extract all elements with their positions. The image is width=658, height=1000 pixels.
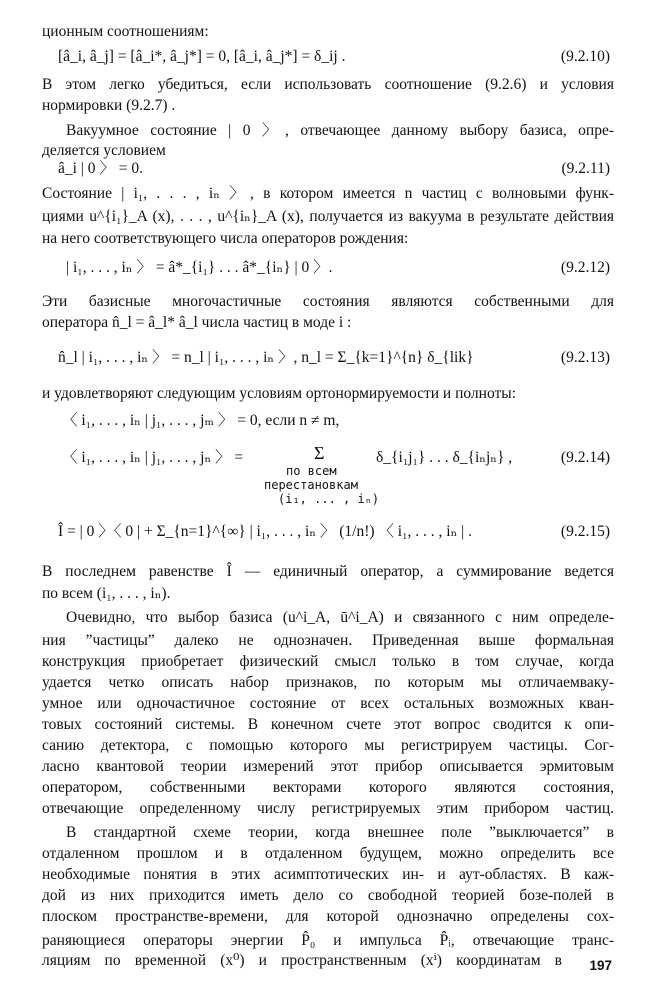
text-line: умное или одночастичное состояние от всех остальных возможных кван-	[42, 695, 614, 712]
text-line: ляциям по временной (x⁰) и пространственным (xⁱ) координатам в	[42, 952, 562, 969]
equation-number: (9.2.15)	[560, 523, 610, 540]
equation-9-2-13: n̂_l | i₁, . . . , iₙ 〉 = n_l | i₁, . . . , iₙ 〉, n_l = Σ_{k=1}^{n} δ_{lik}	[58, 349, 474, 366]
text-line: санию детектора, с помощью которого мы регистрируем частицы. Сог-	[42, 737, 614, 754]
sum-symbol: Σ	[314, 443, 325, 463]
text-line: ласно квантовой теории измерений этот прибор описывается эрмитовым	[42, 758, 614, 775]
equation-9-2-10: [â_i, â_j] = [â_i*, â_j*] = 0, [â_i, â_j*] = δ_ij .	[58, 48, 346, 65]
text-line: ционным соотношениям:	[42, 23, 209, 40]
equation-9-2-12: | i₁, . . . , iₙ 〉 = â*_{i₁} . . . â*_{iₙ} | 0 〉.	[66, 259, 333, 276]
equation-9-2-14-right: δ_{i₁j₁} . . . δ_{iₙjₙ} ,	[376, 449, 513, 466]
text-line: циями u^{i₁}_A (x), . . . , u^{iₙ}_A (x), получается из вакуума в результате действия	[42, 208, 614, 225]
text-line: плоском пространстве-времени, для которой однозначно определены сох-	[42, 908, 614, 925]
equation-orthogonality: 〈 i₁, . . . , iₙ | j₁, . . . , jₘ 〉 = 0, если n ≠ m,	[62, 412, 340, 429]
text-line: ния ”частицы” далеко не однозначен. Приведенная выше формальная	[42, 632, 614, 649]
equation-number: (9.2.13)	[560, 349, 610, 366]
text-line: отвечающие определенному числу регистрируемых этим прибором частиц.	[42, 800, 614, 817]
text-line: по всем (i₁, . . . , iₙ).	[42, 585, 171, 602]
text-line: на него соответствующего числа операторов рождения:	[42, 230, 409, 247]
text-line: В стандартной схеме теории, когда внешнее поле ”выключается” в	[66, 824, 614, 841]
text-line: оператора n̂_l = â_l* â_l числа частиц в моде i :	[42, 314, 352, 331]
text-line: Очевидно, что выбор базиса (u^i_A, ū^i_A) и связанного с ним определе-	[66, 609, 614, 626]
equation-9-2-15: Î = | 0 〉〈 0 | + Σ_{n=1}^{∞} | i₁, . . . , iₙ 〉 (1/n!) 〈 i₁, . . . , iₙ | .	[58, 523, 473, 540]
equation-9-2-11: â_i | 0 〉 = 0.	[58, 160, 144, 177]
text-line: товых состояний системы. В конечном счете этот вопрос сводится к опи-	[42, 716, 614, 733]
equation-number: (9.2.11)	[561, 160, 610, 177]
text-line: Вакуумное состояние | 0 〉, отвечающее данному выбору базиса, опре-	[66, 122, 614, 139]
text-line: деляется условием	[42, 142, 166, 159]
page-number: 197	[589, 958, 612, 973]
sum-subscript: (i₁, ... , iₙ)	[278, 492, 380, 506]
text-line: и удовлетворяют следующим условиям ортонормируемости и полноты:	[42, 385, 517, 402]
sum-subscript: перестановкам	[264, 478, 358, 492]
text-line: дой из них приходится иметь дело со свободной теорией бозе-полей в	[42, 887, 614, 904]
text-line: необходимые понятия в этих асимптотических ин- и аут-областях. В каж-	[42, 866, 614, 883]
text-line: В этом легко убедиться, если использовать соотношение (9.2.6) и условия	[42, 76, 614, 93]
text-line: нормировки (9.2.7) .	[42, 97, 176, 114]
text-line: конструкция приобретает физический смысл только в том случае, когда	[42, 653, 614, 670]
text-line: удается четко описать набор признаков, по которым мы отличаемваку-	[42, 674, 614, 691]
text-line: Эти базисные многочастичные состояния являются собственными для	[42, 293, 614, 310]
equation-number: (9.2.12)	[560, 259, 610, 276]
text-line: раняющиеся операторы энергии P̂₀ и импульса P̂ᵢ, отвечающие транс-	[42, 932, 614, 949]
equation-number: (9.2.10)	[560, 48, 610, 65]
text-line: Состояние | i₁, . . . , iₙ 〉, в котором имеется n частиц с волновыми функ-	[42, 185, 614, 202]
sum-subscript: по всем	[286, 464, 337, 478]
text-line: отдаленном прошлом и в отдаленном будущем, можно определить все	[42, 845, 614, 862]
equation-9-2-14-left: 〈 i₁, . . . , iₙ | j₁, . . . , jₙ 〉 =	[62, 449, 244, 466]
text-line: оператором, собственными векторами которого являются состояния,	[42, 779, 614, 796]
text-line: В последнем равенстве Î — единичный оператор, а суммирование ведется	[42, 563, 614, 580]
equation-number: (9.2.14)	[560, 449, 610, 466]
